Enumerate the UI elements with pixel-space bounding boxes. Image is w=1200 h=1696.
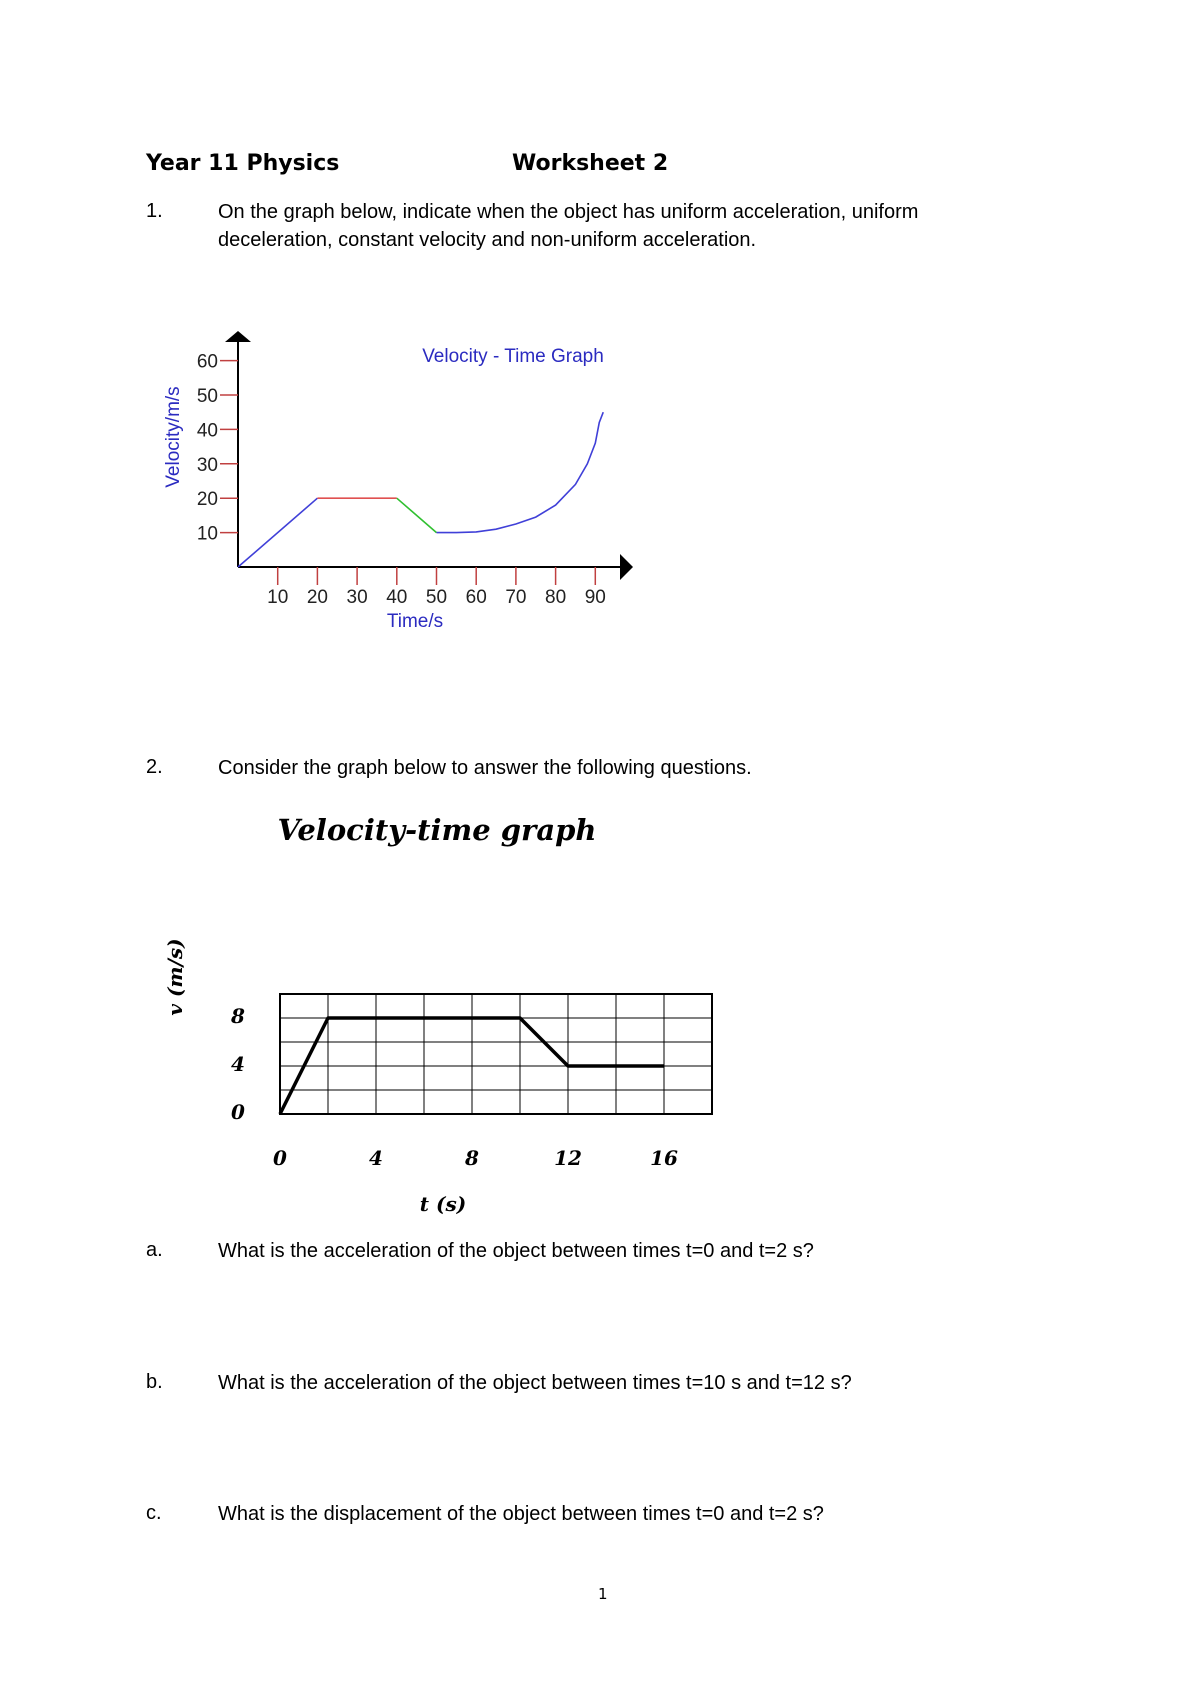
question-1-text-line2: deceleration, constant velocity and non-uniform acceleration. (218, 229, 757, 251)
chart1-y-label: Velocity/m/s (163, 386, 184, 488)
subquestion-b-label: b. (146, 1371, 163, 1393)
chart1-x-arrow (620, 554, 633, 580)
chart1-series-segment (397, 498, 437, 532)
chart2-frame (280, 994, 712, 1114)
chart2-y-label: v (m/s) (163, 938, 187, 1016)
chart2-y-tick-label: 4 (231, 1052, 245, 1076)
chart1-y-tick-label: 30 (196, 454, 218, 476)
chart1-x-tick-label: 50 (425, 587, 448, 608)
chart1-y-tick-label: 10 (196, 523, 218, 545)
header-worksheet: Worksheet 2 (512, 151, 669, 176)
chart2-y-tick-label: 0 (231, 1100, 245, 1124)
chart2-x-tick-label: 12 (554, 1146, 582, 1170)
chart1-y-tick-label: 50 (196, 386, 218, 407)
chart2-title: Velocity-time graph (277, 813, 597, 847)
chart1-x-tick-label: 40 (386, 587, 408, 608)
page-number: 1 (598, 1585, 608, 1603)
chart1-x-label: Time/s (386, 611, 444, 632)
chart2-x-tick-label: 8 (465, 1146, 479, 1170)
subquestion-c-label: c. (146, 1502, 162, 1524)
header-course: Year 11 Physics (146, 151, 340, 176)
question-1-number: 1. (146, 200, 163, 222)
question-1-text-line1: On the graph below, indicate when the object has uniform acceleration, uniform (218, 201, 919, 223)
chart1-x-tick-label: 10 (267, 587, 289, 608)
chart1-series-segment (437, 412, 604, 532)
question-2-text: Consider the graph below to answer the following questions. (218, 757, 752, 779)
question-2-number: 2. (146, 756, 163, 778)
chart1-series-segment (238, 498, 317, 567)
subquestion-b-text: What is the acceleration of the object between times t=10 s and t=12 s? (218, 1372, 852, 1394)
subquestion-a-label: a. (146, 1239, 163, 1261)
chart1-y-tick-label: 20 (196, 489, 218, 511)
chart2-x-tick-label: 16 (650, 1146, 678, 1170)
chart1-x-tick-label: 70 (505, 587, 527, 608)
chart1-x-tick-label: 30 (346, 587, 368, 608)
chart2-x-tick-label: 0 (273, 1146, 287, 1170)
chart1-y-tick-label: 40 (196, 420, 218, 442)
chart1-x-tick-label: 90 (584, 587, 606, 608)
chart1-x-tick-label: 80 (545, 587, 567, 608)
chart2-y-tick-label: 8 (231, 1004, 245, 1028)
subquestion-c-text: What is the displacement of the object between times t=0 and t=2 s? (218, 1503, 824, 1525)
chart2-x-tick-label: 4 (369, 1146, 383, 1170)
chart1-x-tick-label: 60 (465, 587, 487, 608)
chart1-title: Velocity - Time Graph (422, 346, 604, 367)
subquestion-a-text: What is the acceleration of the object between times t=0 and t=2 s? (218, 1240, 814, 1262)
chart1-y-tick-label: 60 (196, 351, 218, 373)
chart1-x-tick-label: 20 (306, 587, 328, 608)
chart2-x-label: t (s) (419, 1192, 467, 1216)
chart1-y-arrow (225, 331, 251, 342)
